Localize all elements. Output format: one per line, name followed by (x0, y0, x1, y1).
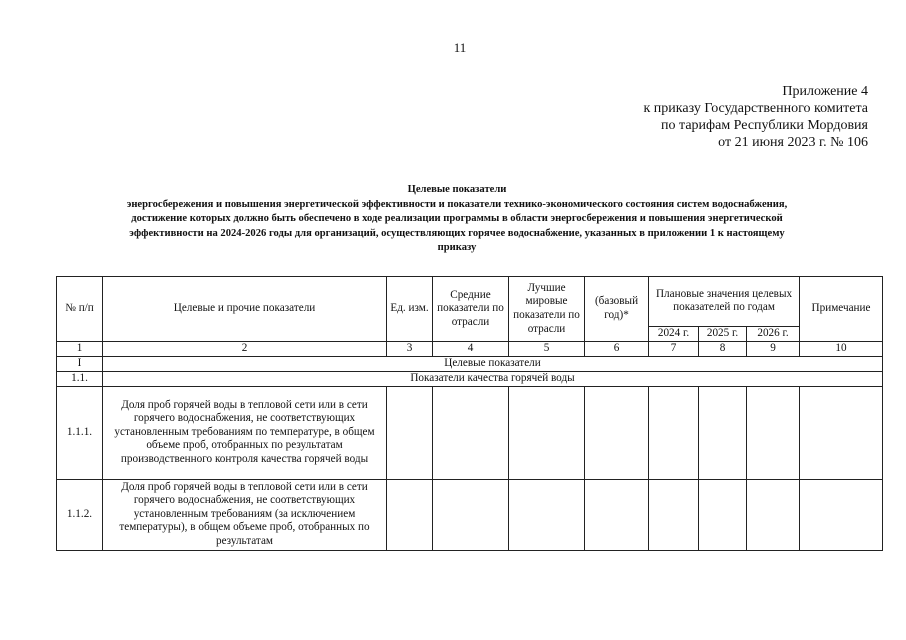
header-base-year: (базовый год)* (585, 277, 649, 342)
header-note: Примечание (800, 277, 883, 342)
cell-2026 (747, 479, 800, 550)
section-number: I (57, 356, 103, 371)
appendix-line-2: к приказу Государственного комитета (643, 101, 868, 116)
row-indicator-text: Доля проб горячей воды в тепловой сети или в сети горячего водоснабжения, не соответствующих установленным требованиям по температуре, в общем объеме проб, отобранных по результатам производственного контроля качества горячей воды (103, 386, 387, 479)
header-year-2026: 2026 г. (747, 326, 800, 341)
cell-average (433, 479, 509, 550)
col-index-5: 5 (509, 342, 585, 357)
col-index-8: 8 (699, 342, 747, 357)
header-best-world: Лучшие мировые показатели по отрасли (509, 277, 585, 342)
page-number: 11 (453, 40, 467, 55)
col-index-6: 6 (585, 342, 649, 357)
indicators-table (56, 276, 883, 551)
row-number: 1.1.2. (57, 479, 103, 550)
header-unit: Ед. изм. (387, 277, 433, 342)
appendix-line-1: Приложение 4 (782, 84, 868, 99)
header-indicators: Целевые и прочие показатели (103, 277, 387, 342)
cell-unit (387, 479, 433, 550)
col-index-10: 10 (800, 342, 883, 357)
section-label: Целевые показатели (103, 356, 883, 371)
header-average: Средние показатели по отрасли (433, 277, 509, 342)
col-index-4: 4 (433, 342, 509, 357)
col-index-1: 1 (57, 342, 103, 357)
cell-best-world (509, 386, 585, 479)
cell-note (800, 479, 883, 550)
header-row-1 (57, 277, 883, 327)
cell-2024 (649, 386, 699, 479)
title-line-5: приказу (437, 242, 477, 253)
row-number: 1.1.1. (57, 386, 103, 479)
appendix-line-3: по тарифам Республики Мордовия (661, 118, 868, 133)
document-title (40, 183, 874, 256)
cell-base-year (585, 479, 649, 550)
title-line-4: эффективности на 2024-2026 годы для организаций, осуществляющих горячее водоснабжение, указанных в приложении 1 к настоящему (129, 227, 785, 239)
cell-average (433, 386, 509, 479)
cell-base-year (585, 386, 649, 479)
table-row (57, 386, 883, 479)
col-index-9: 9 (747, 342, 800, 357)
subsection-label: Показатели качества горячей воды (103, 371, 883, 386)
header-num: № п/п (57, 277, 103, 342)
column-index-row (57, 342, 883, 357)
section-row (57, 356, 883, 371)
cell-2025 (699, 479, 747, 550)
cell-2026 (747, 386, 800, 479)
subsection-row (57, 371, 883, 386)
cell-2025 (699, 386, 747, 479)
cell-unit (387, 386, 433, 479)
header-year-2024: 2024 г. (649, 326, 699, 341)
title-line-3: достижение которых должно быть обеспечено в ходе реализации программы в области энергосбережения и повышения энергетической (131, 213, 783, 224)
header-year-2025: 2025 г. (699, 326, 747, 341)
cell-best-world (509, 479, 585, 550)
row-indicator-text: Доля проб горячей воды в тепловой сети или в сети горячего водоснабжения, не соответствующих установленным требованиям (за исключением температуры), в общем объеме проб, отобранных по результатам (103, 479, 387, 550)
col-index-3: 3 (387, 342, 433, 357)
col-index-2: 2 (103, 342, 387, 357)
title-line-2: энергосбережения и повышения энергетической эффективности и показатели технико-экономического состояния систем водоснабжения, (126, 198, 788, 210)
appendix-header (644, 83, 869, 151)
header-planned-values: Плановые значения целевых показателей по годам (649, 277, 800, 327)
cell-2024 (649, 479, 699, 550)
title-line-1: Целевые показатели (407, 184, 507, 195)
col-index-7: 7 (649, 342, 699, 357)
cell-note (800, 386, 883, 479)
subsection-number: 1.1. (57, 371, 103, 386)
table-row (57, 479, 883, 550)
appendix-line-4: от 21 июня 2023 г. № 106 (718, 135, 868, 150)
